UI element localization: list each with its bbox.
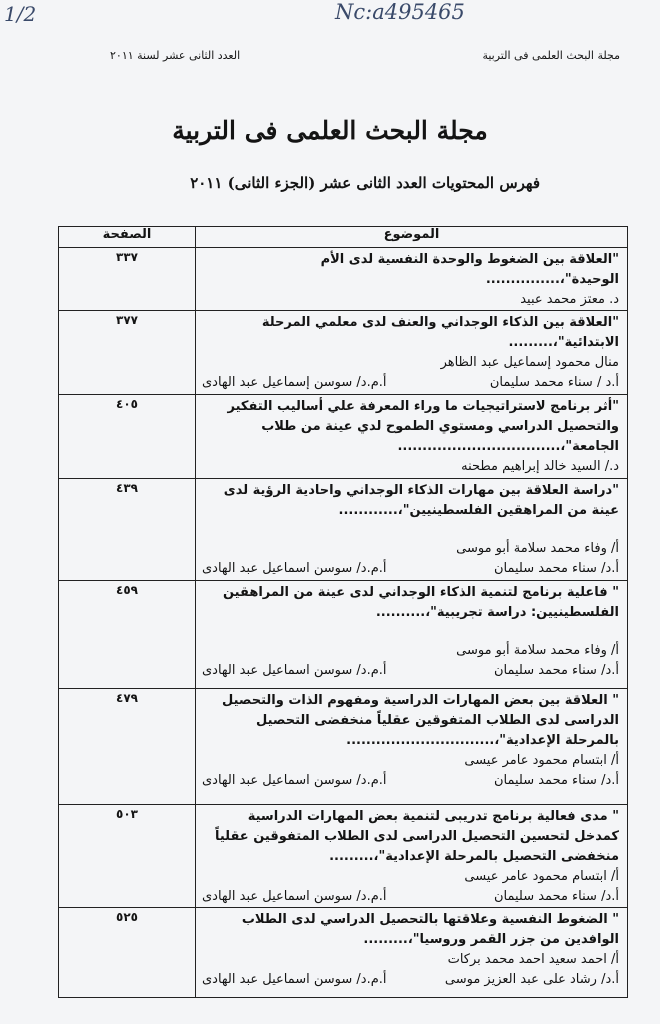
entry-cell (196, 248, 628, 311)
table-row (59, 395, 628, 479)
handwritten-page-mark: 1/2 (4, 2, 37, 26)
page-number: ٤٠٥ (59, 395, 196, 479)
supervisor: أ.د/ سناء محمد سليمان (493, 663, 619, 678)
supervisor: أ.م.د/ سوسن اسماعيل عبد الهادى (202, 972, 387, 987)
article-title: "أثر برنامج لاستراتيجيات ما وراء المعرفة علي أساليب التفكير والتحصيل الدراسي ومستوي الطموح لدي عينة من طلاب الجامعة"،................................. (227, 399, 619, 454)
supervisor: أ.د / سناء محمد سليمان (489, 375, 619, 390)
supervisor: أ.د/ رشاد على عبد العزيز موسى (444, 972, 619, 987)
page-number: ٥٠٣ (59, 805, 196, 908)
article-author: أ/ ابتسام محمود عامر عيسى (464, 753, 619, 768)
supervisor: أ.م.د/ سوسن اسماعيل عبد الهادى (202, 773, 387, 788)
column-header-topic: الموضوع (196, 227, 628, 248)
entry-cell (196, 689, 628, 805)
table-row (59, 805, 628, 908)
supervisors (202, 661, 619, 681)
page-number: ٤٣٩ (59, 479, 196, 581)
supervisor: أ.م.د/ سوسن اسماعيل عبد الهادى (202, 663, 387, 678)
article-title: " العلاقة بين بعض المهارات الدراسية ومفهوم الذات والتحصيل الدراسى لدى الطلاب المتفوقين عقلياً منخفضى التحصيل بالمرحلة الإعدادية"،.............................. (222, 693, 619, 748)
entry-cell (196, 908, 628, 998)
supervisor: أ.د/ سناء محمد سليمان (493, 889, 619, 904)
page-subtitle: فهرس المحتويات العدد الثانى عشر (الجزء الثانى) ٢٠١١ (190, 174, 540, 192)
page-number: ٣٧٧ (59, 311, 196, 395)
article-title: " فاعلية برنامج لتنمية الذكاء الوجداني لدى عينة من المراهقين الفلسطينيين: دراسة تجريبية"،.......... (222, 585, 619, 620)
page-number: ٣٣٧ (59, 248, 196, 311)
article-title: "دراسة العلاقة بين مهارات الذكاء الوجداني واحادية الرؤية لدى عينة من المراهقين الفلسطينيين"،............ (223, 483, 619, 518)
handwritten-accession-number: Nc:a495465 (335, 0, 465, 24)
article-author: د. معتز محمد عبيد (520, 292, 619, 307)
table-header-row (59, 227, 628, 248)
page-number: ٤٧٩ (59, 689, 196, 805)
article-author: أ/ احمد سعيد احمد محمد بركات (447, 952, 619, 967)
article-author: أ/ وفاء محمد سلامة أبو موسى (456, 541, 619, 556)
page-number: ٥٢٥ (59, 908, 196, 998)
table-row (59, 311, 628, 395)
supervisors (202, 887, 619, 907)
supervisors (202, 559, 619, 579)
page-number: ٤٥٩ (59, 581, 196, 689)
article-title: " مدى فعالية برنامج تدريبى لتنمية بعض المهارات الدراسية كمدخل لتحسين التحصيل الدراسى لدى الطلاب المتفوقين عقلياً منخفضى التحصيل بالمرحلة الإعدادية"،......... (214, 809, 619, 864)
article-author: د./ السيد خالد إبراهيم مطحنه (461, 459, 619, 474)
contents-table (58, 226, 628, 998)
page-title: مجلة البحث العلمى فى التربية (172, 116, 488, 145)
supervisor: أ.م.د/ سوسن اسماعيل عبد الهادى (202, 561, 387, 576)
table-row (59, 908, 628, 998)
entry-cell (196, 395, 628, 479)
table-row (59, 479, 628, 581)
entry-cell (196, 581, 628, 689)
supervisor: أ.د/ سناء محمد سليمان (493, 773, 619, 788)
running-header-issue: العدد الثانى عشر لسنة ٢٠١١ (110, 49, 241, 62)
article-author: أ/ وفاء محمد سلامة أبو موسى (456, 643, 619, 658)
article-title: "العلاقة بين الذكاء الوجداني والعنف لدى معلمي المرحلة الابتدائية"،......... (261, 315, 619, 350)
table-row (59, 581, 628, 689)
table-row (59, 689, 628, 805)
entry-cell (196, 311, 628, 395)
entry-cell (196, 479, 628, 581)
article-title: "العلاقة بين الضغوط والوحدة النفسية لدى الأم الوحيدة"،............... (320, 252, 619, 287)
table-row (59, 248, 628, 311)
article-title: " الضغوط النفسية وعلاقتها بالتحصيل الدراسي لدى الطلاب الوافدين من جزر القمر وروسيا"،......... (241, 912, 619, 947)
article-author: منال محمود إسماعيل عبد الظاهر (440, 355, 619, 370)
supervisor: أ.م.د/ سوسن اسماعيل عبد الهادى (202, 889, 387, 904)
supervisor: أ.م.د/ سوسن إسماعيل عبد الهادى (202, 375, 387, 390)
supervisors (202, 771, 619, 791)
supervisors (202, 970, 619, 990)
supervisors (202, 373, 619, 393)
article-author: أ/ ابتسام محمود عامر عيسى (464, 869, 619, 884)
running-header-journal: مجلة البحث العلمى فى التربية (482, 49, 620, 62)
supervisor: أ.د/ سناء محمد سليمان (493, 561, 619, 576)
column-header-page: الصفحة (59, 227, 196, 248)
entry-cell (196, 805, 628, 908)
